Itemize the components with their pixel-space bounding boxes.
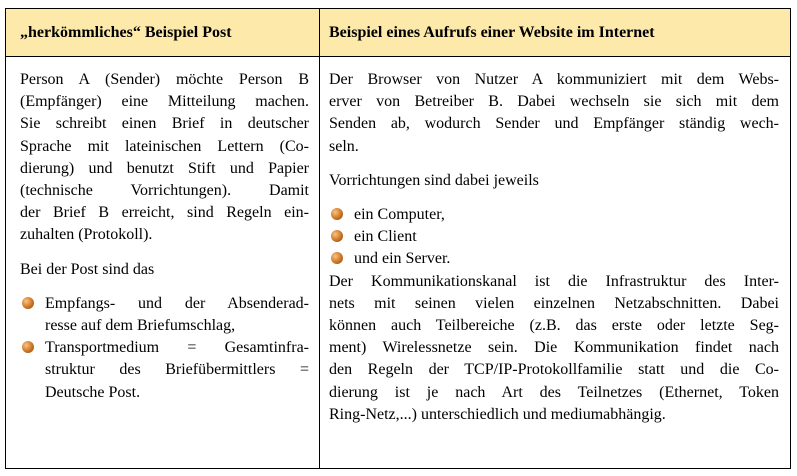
orange-ball-bullet-icon (331, 208, 343, 220)
right-paragraph-2 (329, 170, 779, 192)
left-bullet-list (20, 293, 309, 404)
text-line: der Brief B erreicht, sind Regeln ein- (20, 204, 309, 222)
list-item (20, 337, 309, 404)
list-item-label: ein Computer, (354, 206, 445, 224)
text-line: erver von Betreiber B. Dabei wechseln sie sich mit dem (329, 93, 779, 111)
right-paragraph-3 (329, 271, 779, 426)
text-line: ment) Wirelessnetze sein. Die Kommunikation findet nach (329, 339, 779, 357)
comparison-table (5, 8, 791, 469)
text-line: den Regeln der TCP/IP-Protokollfamilie statt und die Co- (329, 361, 779, 379)
text-line: struktur des Briefübermittlers = (45, 361, 309, 379)
text-line: Ring-Netz,...) unterschiedlich und mediumabhängig. (329, 405, 666, 423)
text-line: resse auf dem Briefumschlag, (45, 317, 236, 335)
text-line: seln. (329, 137, 359, 155)
left-paragraph-1 (20, 69, 309, 247)
right-bullet-list (329, 204, 779, 271)
text-line: zuhalten (Protokoll). (20, 226, 153, 244)
left-paragraph-2 (20, 259, 309, 281)
text-line: Transportmedium = Gesamtinfra- (45, 339, 309, 357)
left-column (20, 69, 309, 404)
header-left: „herkömmliches“ Beispiel Post (20, 24, 232, 41)
list-item (20, 293, 309, 337)
text-line: Der Browser von Nutzer A kommuniziert mit dem Webs- (329, 71, 779, 88)
orange-ball-bullet-icon (331, 252, 343, 264)
list-item-label: ein Client (354, 228, 417, 246)
text-line: Sie schreibt einen Brief in deutscher (20, 115, 309, 133)
text-line: (technische Vorrichtungen). Damit (20, 182, 309, 200)
text-line: Senden ab, wodurch Sender und Empfänger ständig wech- (329, 115, 779, 133)
text-line: (Empfänger) eine Mitteilung machen. (20, 93, 309, 111)
list-item (329, 226, 779, 248)
list-item (329, 248, 779, 270)
right-column (329, 69, 779, 426)
text-line: dierung) und benutzt Stift und Papier (20, 159, 309, 177)
column-divider (319, 9, 320, 468)
list-item-label: und ein Server. (354, 250, 451, 268)
text-line: können auch Teilbereiche (z.B. das erste oder letzte Seg- (329, 317, 779, 335)
right-paragraph-1 (329, 69, 779, 158)
text-line: dierung ist je nach Art des Teilnetzes (Ethernet, Token (329, 383, 779, 401)
orange-ball-bullet-icon (331, 230, 343, 242)
text-line: Empfangs- und der Absenderad- (45, 294, 309, 312)
text-line: Bei der Post sind das (20, 260, 155, 278)
text-line: Deutsche Post. (45, 383, 141, 401)
orange-ball-bullet-icon (22, 297, 34, 309)
orange-ball-bullet-icon (22, 341, 34, 353)
text-line: Der Kommunikationskanal ist die Infrastruktur des Inter- (329, 272, 779, 290)
text-line: Person A (Sender) möchte Person B (20, 71, 309, 88)
list-item (329, 204, 779, 226)
text-line: nets mit seinen vielen einzelnen Netzabschnitten. Dabei (329, 294, 779, 312)
header-right: Beispiel eines Aufrufs einer Website im Internet (329, 24, 655, 41)
text-line: Sprache mit lateinischen Lettern (Co- (20, 137, 309, 155)
text-line: Vorrichtungen sind dabei jeweils (329, 171, 539, 189)
